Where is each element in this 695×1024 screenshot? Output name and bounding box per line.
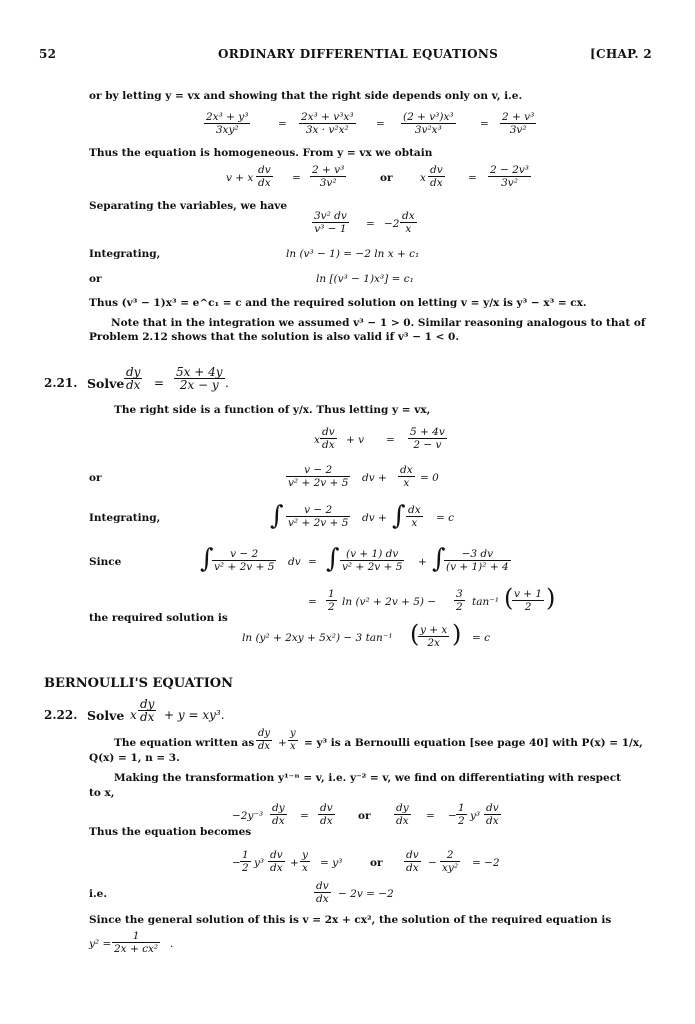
q-line: Q(x) = 1, n = 3. <box>89 752 180 764</box>
problem-number: 2.21. <box>44 376 78 390</box>
section-heading: BERNOULLI'S EQUATION <box>44 676 234 691</box>
integrating-label: Integrating, <box>89 248 161 260</box>
math-term: v + x <box>226 172 254 184</box>
equals-zero: = 0 <box>420 472 439 484</box>
math-term: tan⁻¹ <box>472 596 499 608</box>
math-term: dv + <box>362 512 387 524</box>
final-solution: ln (y² + 2xy + 5x²) − 3 tan⁻¹ <box>242 632 393 644</box>
math-term: y³ <box>470 810 481 822</box>
or-label: or <box>358 810 371 822</box>
left-paren: ( <box>504 584 514 612</box>
transformation-line: Making the transformation y¹⁻ⁿ = v, i.e. y⁻² = v, we find on differentiating with respect <box>114 772 621 784</box>
math-term: + v <box>346 434 365 446</box>
linear-equation: − 2v = −2 <box>338 888 394 900</box>
integrated-equation: ln (v³ − 1) = −2 ln x + c₁ <box>286 248 420 260</box>
fraction: $\frac{1}{2}$ <box>242 849 249 874</box>
fraction: $\frac{dv}{dx}$ <box>258 164 271 189</box>
integrated-equation: ln [(v³ − 1)x³] = c₁ <box>316 273 414 285</box>
fraction: $\frac{v - 2}{\text{v² + 2v + 5}}$ <box>288 504 349 529</box>
integral-sign: ∫ <box>200 544 214 574</box>
or-label: or <box>89 472 102 484</box>
equals-sign: = <box>300 810 309 822</box>
integral-sign: ∫ <box>326 544 340 574</box>
fraction: $\frac{dy}{dx}$ <box>140 697 155 724</box>
fraction: $\frac{dx}{x}$ <box>402 210 415 235</box>
fraction: $\frac{\text{2x³ + y³}}{\text{3xy²}}$ <box>206 111 249 136</box>
math-term: + y = xy³. <box>164 708 225 722</box>
equals-sign: = <box>386 434 395 446</box>
fraction: $\frac{dv}{dx}$ <box>430 164 443 189</box>
separating-line: Separating the variables, we have <box>89 200 288 212</box>
fraction: $\frac{5 + 4v}{2 - v}$ <box>410 426 445 451</box>
fraction: $\frac{v - 2}{\text{v² + 2v + 5}}$ <box>214 548 275 573</box>
fraction: $\frac{v - 2}{\text{v² + 2v + 5}}$ <box>288 464 349 489</box>
fraction: $\frac{\text{(2 + v³)x³}}{\text{3v²x³}}$ <box>403 111 454 136</box>
math-term: − <box>448 810 457 822</box>
math-term: ln (v² + 2v + 5) − <box>342 596 437 608</box>
equals-sign: = <box>366 218 375 230</box>
equation-written-line: The equation written as <box>114 737 255 749</box>
fraction: $\frac{\text{2 − 2v³}}{\text{3v²}}$ <box>490 164 529 189</box>
or-label: or <box>380 172 393 184</box>
fraction: $\frac{dx}{x}$ <box>400 464 413 489</box>
fraction: $\frac{5x + 4y}{2x - y}$ <box>176 365 223 392</box>
math-term: x <box>314 434 320 446</box>
equals-sign: = <box>308 596 317 608</box>
fraction: $\frac{1}{2}$ <box>328 588 335 613</box>
homogeneous-line: Thus the equation is homogeneous. From y = vx we obtain <box>89 147 433 159</box>
solve-label: Solve <box>87 708 125 723</box>
math-term: −2 <box>384 218 400 230</box>
ie-label: i.e. <box>89 888 107 900</box>
left-paren: ( <box>410 620 420 648</box>
math-term: − <box>232 857 241 869</box>
equals-sign: = <box>480 118 489 130</box>
y-squared: y² = <box>89 938 112 950</box>
general-solution-line: Since the general solution of this is v = 2x + cx², the solution of the required equation is <box>89 914 612 926</box>
equals-sign: = <box>308 556 317 568</box>
since-label: Since <box>89 556 122 568</box>
math-term: x <box>130 708 137 722</box>
fraction: $\frac{dv}{dx}$ <box>322 426 335 451</box>
fraction: $\frac{\text{2x³ + v³x³}}{\text{3x · v²x²}}$ <box>301 111 354 136</box>
rhs-line: The right side is a function of y/x. Thus letting y = vx, <box>114 404 431 416</box>
fraction: $\frac{dy}{dx}$ <box>272 802 285 827</box>
math-term: = y³ <box>320 857 343 869</box>
fraction: $\frac{dy}{dx}$ <box>258 728 271 752</box>
fraction: $\frac{y}{x}$ <box>290 728 296 752</box>
equals-sign: = <box>154 376 165 390</box>
intro-line: or by letting y = vx and showing that the right side depends only on v, i.e. <box>89 90 523 102</box>
problem-number: 2.22. <box>44 708 78 722</box>
fraction: $\frac{dy}{dx}$ <box>126 365 141 392</box>
note-line: Note that in the integration we assumed v³ − 1 > 0. Similar reasoning analogous to that of <box>111 317 646 329</box>
math-term: + <box>418 556 427 568</box>
becomes-line: Thus the equation becomes <box>89 826 252 838</box>
fraction: $\frac{\text{3v² dv}}{\text{v³ − 1}}$ <box>314 210 347 235</box>
fraction: $\frac{1}{2}$ <box>458 802 465 827</box>
thus-line: Thus (v³ − 1)x³ = e^c₁ = c and the required solution on letting v = y/x is y³ − x³ = cx. <box>89 297 587 309</box>
fraction: $\frac{dy}{dx}$ <box>396 802 409 827</box>
math-term: dv + <box>362 472 387 484</box>
math-term: x <box>420 172 426 184</box>
fraction: $\frac{3}{2}$ <box>456 588 463 613</box>
math-term: −2y⁻³ <box>232 810 264 822</box>
fraction: $\frac{dv}{dx}$ <box>406 849 419 874</box>
equals-sign: = <box>292 172 301 184</box>
required-solution-line: the required solution is <box>89 612 228 624</box>
math-term: dv <box>288 556 301 568</box>
fraction: $\frac{y + x}{2x}$ <box>420 624 448 649</box>
math-term: = −2 <box>472 857 500 869</box>
math-term: y³ <box>254 857 265 869</box>
fraction: $\frac{2}{\text{xy²}}$ <box>442 849 459 874</box>
fraction: $\frac{dx}{x}$ <box>408 504 421 529</box>
running-title: ORDINARY DIFFERENTIAL EQUATIONS <box>218 47 499 61</box>
equals-c: = c <box>436 512 455 524</box>
chapter-label: [CHAP. 2 <box>590 47 653 61</box>
math-term: + <box>290 857 299 869</box>
note-line: Problem 2.12 shows that the solution is also valid if v³ − 1 < 0. <box>89 331 460 343</box>
period: . <box>225 376 229 390</box>
to-x-line: to x, <box>89 787 115 799</box>
fraction: $\frac{dv}{dx}$ <box>316 880 329 905</box>
math-term: + <box>278 737 287 749</box>
fraction: $\frac{1}{\text{2x + cx²}}$ <box>114 930 159 955</box>
bernoulli-definition: = y³ is a Bernoulli equation [see page 40] with P(x) = 1/x, <box>304 737 643 749</box>
fraction: $\frac{\text{2 + v³}}{\text{3v²}}$ <box>312 164 345 189</box>
or-label: or <box>370 857 383 869</box>
equals-sign: = <box>278 118 287 130</box>
fraction: $\frac{-3 dv}{\text{(v + 1)² + 4}}$ <box>446 548 509 573</box>
math-term: − <box>428 857 437 869</box>
period: . <box>170 938 174 950</box>
integral-sign: ∫ <box>432 544 446 574</box>
right-paren: ) <box>452 620 462 648</box>
right-paren: ) <box>546 584 556 612</box>
fraction: $\frac{y}{x}$ <box>302 849 308 874</box>
page-number: 52 <box>39 47 57 61</box>
equals-sign: = <box>376 118 385 130</box>
fraction: $\frac{dv}{dx}$ <box>486 802 499 827</box>
fraction: $\frac{v + 1}{2}$ <box>514 588 543 613</box>
integral-sign: ∫ <box>392 501 406 531</box>
solve-label: Solve <box>87 376 125 391</box>
integral-sign: ∫ <box>270 501 284 531</box>
integrating-label: Integrating, <box>89 512 161 524</box>
fraction: $\frac{dv}{dx}$ <box>320 802 333 827</box>
equals-sign: = <box>426 810 435 822</box>
or-label: or <box>89 273 102 285</box>
equals-c: = c <box>472 632 491 644</box>
fraction: $\frac{(v + 1) dv}{\text{v² + 2v + 5}}$ <box>342 548 403 573</box>
fraction: $\frac{dv}{dx}$ <box>270 849 283 874</box>
equals-sign: = <box>468 172 477 184</box>
fraction: $\frac{\text{2 + v³}}{\text{3v²}}$ <box>502 111 535 136</box>
